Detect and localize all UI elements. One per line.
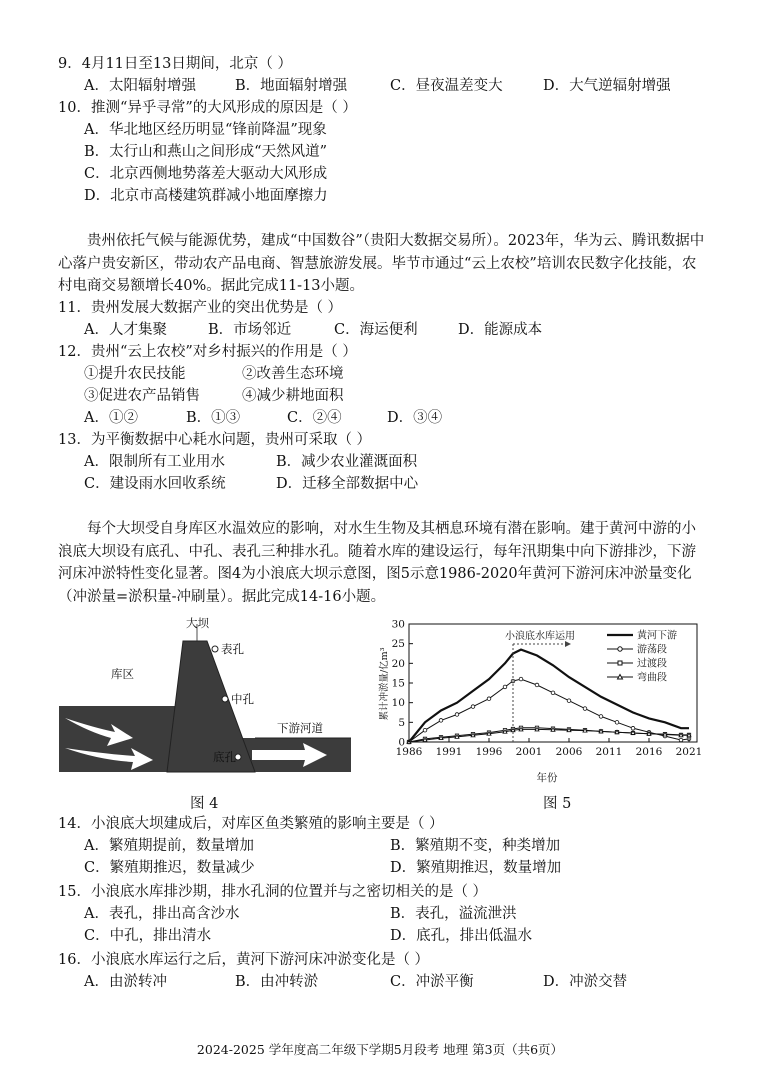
x-tick-label: 2006: [555, 746, 583, 758]
dam-label: 大坝: [186, 616, 209, 630]
q9-option-b: B．地面辐射增强: [235, 78, 348, 94]
q15-stem: 15．小浪底水库排沙期，排水孔洞的位置并与之密切相关的是（ ）: [58, 884, 488, 900]
q10-option-b: B．太行山和燕山之间形成“天然风道”: [84, 144, 327, 160]
y-tick-label: 30: [391, 618, 405, 631]
q14-option-d: D．繁殖期推迟，数量增加: [390, 860, 562, 876]
data-point: [631, 726, 635, 730]
q12-option-d: D．③④: [387, 410, 443, 426]
surface-outlet-marker: [212, 646, 218, 652]
x-tick-label: 2001: [515, 746, 543, 758]
data-point: [583, 707, 587, 711]
q12-item-3: ③促进农产品销售: [84, 388, 200, 404]
q16-option-c: C．冲淤平衡: [390, 974, 474, 990]
figure-5-caption: 图 5: [543, 796, 572, 812]
x-tick-label: 2011: [595, 746, 623, 758]
page-footer: 2024-2025 学年度高二年级下学期5月段考 地理 第3页（共6页）: [196, 1042, 564, 1057]
y-tick-label: 20: [391, 657, 405, 670]
y-tick-label: 25: [391, 638, 405, 651]
reservoir-operation-annotation: 小浪底水库运用: [505, 631, 575, 642]
q13-option-b: B．减少农业灌溉面积: [276, 454, 418, 470]
downstream-label: 下游河道: [277, 721, 323, 735]
legend-marker: [618, 647, 622, 651]
q9-option-c: C．昼夜温差变大: [390, 78, 503, 94]
q11-stem: 11．贵州发展大数据产业的突出优势是（ ）: [58, 300, 343, 316]
q12-item-4: ④减少耕地面积: [242, 388, 344, 404]
q12-item-2: ②改善生态环境: [242, 366, 344, 382]
legend-marker: [618, 675, 623, 680]
q16-option-d: D．冲淤交替: [543, 974, 628, 990]
q12-option-a: A．①②: [84, 410, 138, 426]
q10-option-d: D．北京市高楼建筑群减小地面摩擦力: [84, 188, 328, 204]
q13-option-c: C．建设雨水回收系统: [84, 476, 226, 492]
data-point: [535, 683, 539, 687]
q10-option-c: C．北京西侧地势落差大驱动大风形成: [84, 166, 328, 182]
data-point: [599, 715, 603, 719]
q11-option-c: C．海运便利: [334, 322, 418, 338]
data-point: [615, 721, 619, 725]
dam-body: [167, 641, 255, 772]
q14-option-b: B．繁殖期不变，种类增加: [390, 838, 561, 854]
figure-4-caption: 图 4: [190, 796, 219, 812]
q15-option-a: A．表孔，排出高含沙水: [84, 906, 240, 922]
y-tick-label: 15: [391, 677, 405, 690]
q9-option-a: A．太阳辐射增强: [84, 78, 196, 94]
q11-option-a: A．人才集聚: [84, 322, 167, 338]
bottom-outlet-label: 底孔: [213, 750, 236, 764]
data-point: [567, 699, 571, 703]
y-tick-label: 5: [398, 716, 405, 729]
q16-option-a: A．由淤转冲: [84, 974, 167, 990]
q13-option-d: D．迁移全部数据中心: [276, 476, 419, 492]
q14-option-a: A．繁殖期提前，数量增加: [84, 838, 254, 854]
reservoir-label: 库区: [111, 667, 134, 681]
x-tick-label: 1986: [395, 746, 423, 758]
q13-option-a: A．限制所有工业用水: [84, 454, 225, 470]
middle-outlet-marker: [222, 696, 228, 702]
data-point: [423, 728, 427, 732]
data-point: [519, 677, 523, 681]
data-point: [439, 719, 443, 723]
q9-option-d: D．大气逆辐射增强: [543, 78, 671, 94]
x-tick-label: 2021: [675, 746, 703, 758]
q10-stem: 10．推测“异乎寻常”的大风形成的原因是（ ）: [58, 100, 357, 116]
q14-stem: 14．小浪底大坝建成后，对库区鱼类繁殖的影响主要是（ ）: [58, 816, 444, 832]
q16-option-b: B．由冲转淤: [235, 974, 319, 990]
x-axis-label: 年份: [536, 772, 558, 784]
x-tick-label: 1996: [475, 746, 503, 758]
q15-option-c: C．中孔，排出清水: [84, 928, 212, 944]
data-point: [679, 738, 683, 742]
q14-option-c: C．繁殖期推迟，数量减少: [84, 860, 255, 876]
legend-label-3: 过渡段: [637, 658, 667, 670]
x-tick-label: 1991: [435, 746, 463, 758]
data-point: [455, 713, 459, 717]
legend-label-1: 黄河下游: [637, 630, 677, 642]
data-point: [503, 685, 507, 689]
q12-option-b: B．①③: [186, 410, 241, 426]
x-tick-label: 2016: [635, 746, 663, 758]
figure-5-chart: [375, 614, 707, 784]
middle-outlet-label: 中孔: [231, 692, 254, 706]
data-point: [487, 697, 491, 701]
q15-option-b: B．表孔，溢流泄洪: [390, 906, 517, 922]
legend-label-2: 游荡段: [637, 644, 667, 656]
y-tick-label: 10: [391, 697, 405, 710]
passage-guizhou: 贵州依托气候与能源优势，建成“中国数谷”（贵阳大数据交易所）。2023年，华为云、腾讯数据中心落户贵安新区，带动农产品电商、智慧旅游发展。毕节市通过“云上农校”培训农民数字化技能，农村电商交易额增长40%。据此完成11-13小题。: [58, 233, 705, 294]
q16-stem: 16．小浪底水库运行之后，黄河下游河床冲淤变化是（ ）: [58, 952, 430, 968]
q13-stem: 13．为平衡数据中心耗水问题，贵州可采取（ ）: [58, 432, 372, 448]
data-point: [551, 691, 555, 695]
q10-option-a: A．华北地区经历明显“锋前降温”现象: [84, 122, 327, 138]
q12-item-1: ①提升农民技能: [84, 366, 186, 382]
y-tick-label: 0: [398, 736, 405, 749]
q15-option-d: D．底孔，排出低温水: [390, 928, 533, 944]
q11-option-b: B．市场邻近: [208, 322, 292, 338]
data-point: [471, 705, 475, 709]
q12-option-c: C．②④: [287, 410, 342, 426]
q9-stem: 9．4月11日至13日期间，北京（ ）: [58, 56, 292, 72]
legend-marker: [618, 661, 622, 665]
q12-stem: 12．贵州“云上农校”对乡村振兴的作用是（ ）: [58, 344, 357, 360]
passage-xiaolangdi: 每个大坝受自身库区水温效应的影响，对水生生物及其栖息环境有潜在影响。建于黄河中游的小浪底大坝设有底孔、中孔、表孔三种排水孔。随着水库的建设运行，每年汛期集中向下游排沙，下游河床冲淤特性变化显著。图4为小浪底大坝示意图，图5示意1986-2020年黄河下游河床冲淤量变化（冲淤量=淤积量-冲刷量）。据此完成14-16小题。: [58, 521, 696, 605]
q11-option-d: D．能源成本: [458, 322, 543, 338]
surface-outlet-label: 表孔: [221, 642, 244, 656]
y-axis-label: 累计冲淤量/亿m³: [379, 647, 390, 721]
figure-4-dam-diagram: [55, 616, 355, 778]
legend-label-4: 弯曲段: [637, 672, 667, 684]
